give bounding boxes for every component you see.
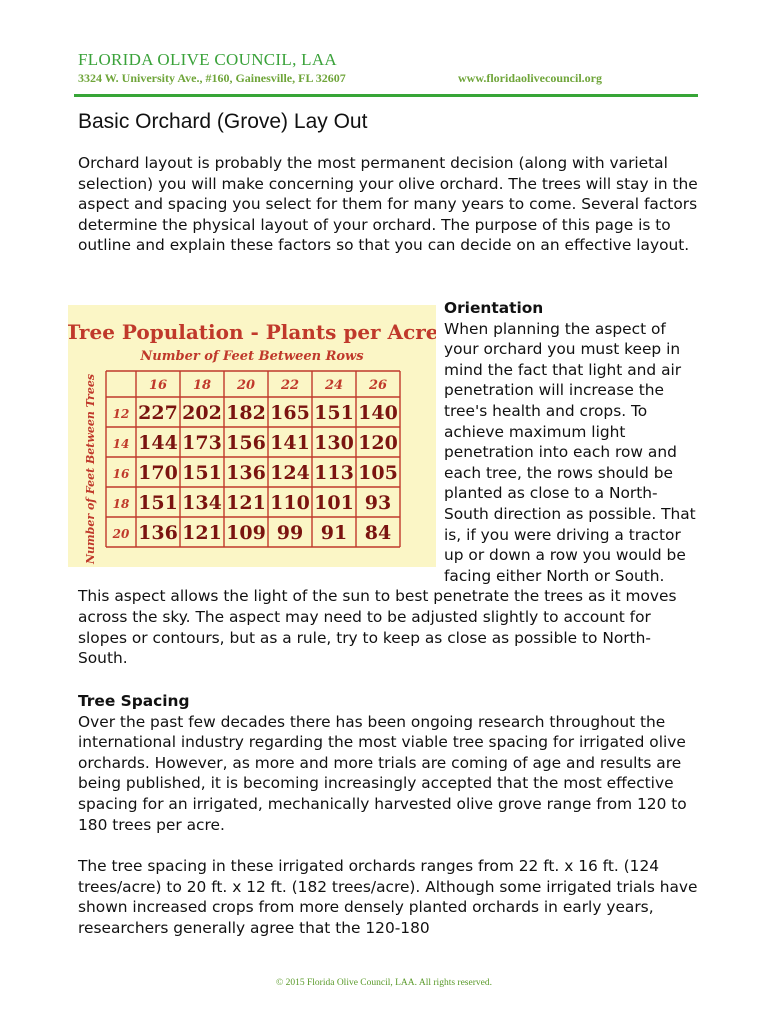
table-side-label: Number of Feet Between Trees <box>84 373 97 565</box>
table-cell: 144 <box>138 432 178 454</box>
table-cell: 151 <box>314 402 354 424</box>
table-cell: 140 <box>358 402 398 424</box>
table-cell: 99 <box>276 522 304 544</box>
table-cell: 124 <box>270 462 310 484</box>
table-title: Tree Population - Plants per Acre <box>68 320 436 344</box>
table-grid <box>106 371 400 547</box>
tree-population-table-image <box>68 305 436 567</box>
table-cell: 165 <box>270 402 310 424</box>
table-cell: 110 <box>270 492 310 514</box>
orientation-heading: Orientation <box>444 299 544 317</box>
intro-paragraph: Orchard layout is probably the most permanent decision (along with varietal selection) you will make concerning your olive orchard. The trees will stay in the aspect and spacing you select for them for many years to come. Several factors determine the physical layout of your orchard. The purpose of this page is to outline and explain these factors so that you can decide on an effective layout. <box>78 154 698 255</box>
column-header: 18 <box>192 378 212 393</box>
column-header: 20 <box>236 378 256 393</box>
tree-spacing-paragraph-1: Over the past few decades there has been ongoing research throughout the international industry regarding the most viable tree spacing for irrigated olive orchards. However, as more and more trials are coming of age and results are being published, it is becoming increasingly accepted that the most effective spacing for an irrigated, mechanically harvested olive grove range from 120 to 180 trees per acre. <box>78 712 687 834</box>
column-header: 22 <box>280 378 300 393</box>
copyright-footer: © 2015 Florida Olive Council, LAA. All rights reserved. <box>276 978 492 988</box>
table-cell: 113 <box>314 462 354 484</box>
table-cell: 93 <box>364 492 392 514</box>
table-cell: 151 <box>138 492 178 514</box>
table-cell: 84 <box>364 522 392 544</box>
table-cell: 156 <box>226 432 266 454</box>
column-header: 26 <box>368 378 388 393</box>
tree-spacing-heading: Tree Spacing <box>78 692 190 710</box>
header-divider <box>74 94 698 97</box>
table-cell: 173 <box>182 432 222 454</box>
column-header: 16 <box>148 378 168 393</box>
table-cell: 105 <box>358 462 398 484</box>
column-header: 24 <box>324 378 344 393</box>
row-header: 18 <box>112 497 130 511</box>
table-cell: 182 <box>226 402 266 424</box>
table-cell: 109 <box>226 522 266 544</box>
table-cell: 170 <box>138 462 178 484</box>
table-cell: 136 <box>138 522 178 544</box>
table-cell: 120 <box>358 432 398 454</box>
table-cell: 130 <box>314 432 354 454</box>
orientation-section <box>68 298 698 669</box>
org-name: FLORIDA OLIVE COUNCIL, LAA <box>78 50 338 69</box>
table-cell: 121 <box>182 522 222 544</box>
table-cell: 141 <box>270 432 310 454</box>
orientation-body: When planning the aspect of your orchard you must keep in mind the fact that light and air penetration will increase the tree's health and crops. To achieve maximum light penetration into each row and each tree, the rows should be planted as close to a North-South direction as possible. That is, if you were driving a tractor up or down a row you would be facing either North or South. This aspect allows the light of the sun to best penetrate the trees as it moves across the sky. The aspect may need to be adjusted slightly to account for slopes or contours, but as a rule, try to keep as close as possible to North-South. <box>78 319 696 668</box>
table-cell: 151 <box>182 462 222 484</box>
row-header: 12 <box>112 407 130 421</box>
org-address: 3324 W. University Ave., #160, Gainesville, FL 32607 <box>78 71 346 85</box>
table-cell: 227 <box>138 402 178 424</box>
org-website-link[interactable]: www.floridaolivecouncil.org <box>458 71 602 85</box>
row-header: 20 <box>112 527 130 541</box>
table-cell: 136 <box>226 462 266 484</box>
table-subtitle: Number of Feet Between Rows <box>140 349 364 364</box>
row-header: 14 <box>112 437 130 451</box>
row-header: 16 <box>112 467 130 481</box>
tree-spacing-paragraph-2: The tree spacing in these irrigated orchards ranges from 22 ft. x 16 ft. (124 trees/acre) to 20 ft. x 12 ft. (182 trees/acre). Although some irrigated trials have shown increased crops from more densely planted orchards in early years, researchers generally agree that the 120-180 <box>78 857 698 937</box>
page-title: Basic Orchard (Grove) Lay Out <box>78 110 368 133</box>
table-cell: 134 <box>182 492 222 514</box>
table-cell: 91 <box>320 522 348 544</box>
tree-spacing-section <box>78 691 698 835</box>
table-cell: 121 <box>226 492 266 514</box>
tree-population-table <box>68 305 436 567</box>
table-cell: 202 <box>182 402 222 424</box>
table-cell: 101 <box>314 492 354 514</box>
